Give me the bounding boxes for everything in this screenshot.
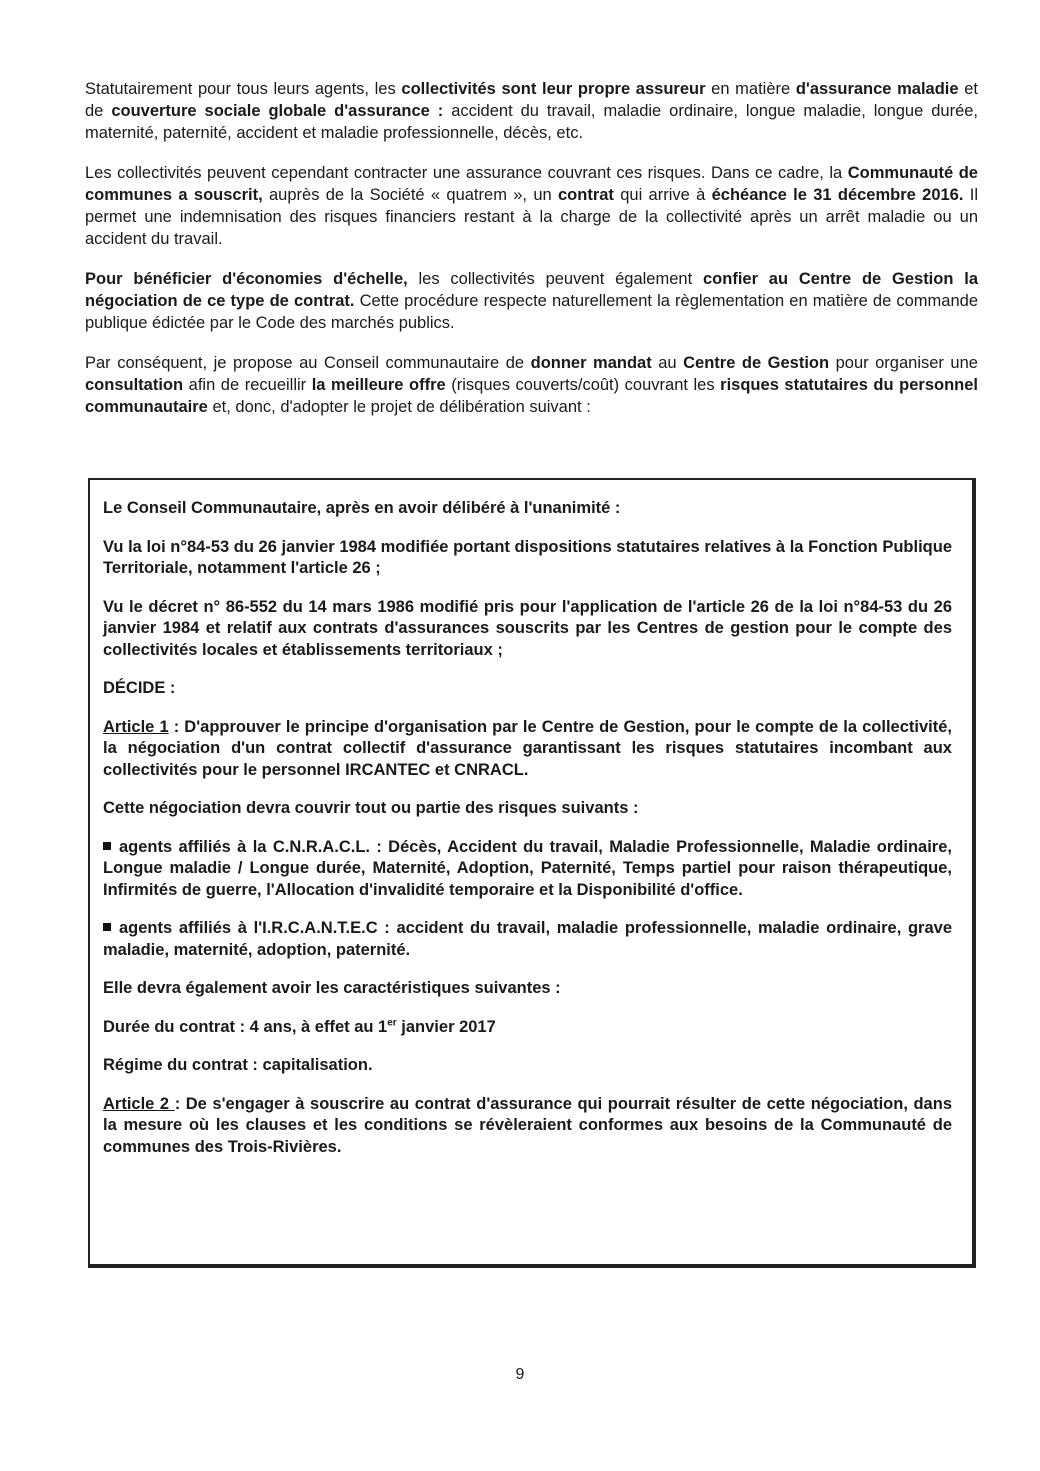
bold-text: Centre de Gestion [683,354,830,372]
article-2 [103,1094,952,1159]
bold-text: la meilleure offre [311,376,446,394]
intro-paragraph-2 [85,162,978,250]
bold-text: donner mandat [530,354,652,372]
text: et, donc, d'adopter le projet de délibération suivant : [207,398,591,416]
text: et de [85,80,978,120]
text: au [651,354,684,372]
ircantec-text: agents affiliés à l'I.R.C.A.N.T.E.C : accident du travail, maladie professionnelle, maladie ordinaire, grave maladie, maternité, adoption, paternité. [103,919,952,959]
article-1 [103,717,952,782]
bold-text: d'assurance maladie [795,80,959,98]
bold-text: consultation [85,376,184,394]
text: Il permet une indemnisation des risques financiers restant à la charge de la collectivité après un arrêt maladie ou un accident du travail. [85,186,978,248]
cnracl-text: agents affiliés à la C.N.R.A.C.L. : Décès, Accident du travail, Maladie Professionnelle, Maladie ordinaire, Longue maladie / Longue durée, Maternité, Adoption, Paternité, Temps partiel pour raison thérapeutique, Infirmités de guerre, l'Allocation d'invalidité temporaire et la Disponibilité d'office. [103,837,952,899]
deliberation-box [88,478,976,1268]
text: Durée du contrat : 4 ans, à effet au 1 [103,1017,388,1036]
text: Les collectivités peuvent cependant contracter une assurance couvrant ces risques. Dans ce cadre, la [85,164,848,182]
text: pour organiser une [829,354,978,372]
bold-text: collectivités sont leur propre assureur [401,80,706,98]
vu-decret: Vu le décret n° 86-552 du 14 mars 1986 modifié pris pour l'application de l'article 26 de la loi n°84-53 du 26 janvier 1984 et relatif aux contrats d'assurances souscrits par les Centres de gestion pour le compte des collectivités locales et établissements territoriaux ; [103,597,952,659]
text: les collectivités peuvent également [407,270,703,288]
square-bullet-icon [103,842,111,850]
article-1-text: : D'approuver le principe d'organisation par le Centre de Gestion, pour le compte de la collectivité, la négociation d'un contrat collectif d'assurance garantissant les risques statutaires incombant aux collectivités pour le personnel IRCANTEC et CNRACL. [103,717,952,779]
bold-text: Communauté de communes a souscrit, [85,164,978,204]
article-2-label: Article 2 [103,1094,175,1113]
ircantec-item [103,918,952,961]
bold-text: couverture sociale globale d'assurance : [111,102,444,120]
page-number: 9 [515,1366,525,1383]
bold-text: risques statutaires du personnel communautaire [85,376,978,416]
caracteristiques-text: Elle devra également avoir les caractéristiques suivantes : [103,979,561,997]
bold-text: contrat [557,186,614,204]
square-bullet-icon [103,923,111,931]
negociation-text: Cette négociation devra couvrir tout ou partie des risques suivants : [103,799,639,817]
text: Statutairement pour tous leurs agents, les [85,80,402,98]
deliberation-intro: Le Conseil Communautaire, après en avoir délibéré à l'unanimité : [103,499,621,517]
text: Par conséquent, je propose au Conseil communautaire de [85,354,531,372]
text: janvier 2017 [396,1017,496,1036]
intro-paragraph-3 [85,268,978,334]
bold-text: échéance le 31 décembre 2016. [711,186,964,204]
regime-contrat: Régime du contrat : capitalisation. [103,1056,373,1074]
intro-paragraph-1 [85,78,978,144]
text: (risques couverts/coût) couvrant les [445,376,721,394]
superscript: er [387,1017,397,1028]
vu-loi: Vu la loi n°84-53 du 26 janvier 1984 modifiée portant dispositions statutaires relatives à la Fonction Publique Territoriale, notamment l'article 26 ; [103,537,952,577]
decide-heading: DÉCIDE : [103,679,176,697]
bold-text: Pour bénéficier d'économies d'échelle, [85,270,408,288]
article-2-text: : De s'engager à souscrire au contrat d'assurance qui pourrait résulter de cette négociation, dans la mesure où les clauses et les conditions se révèleraient conformes aux besoins de la Communauté de communes des Trois-Rivières. [103,1094,952,1156]
text: auprès de la Société « quatrem », un [262,186,558,204]
intro-paragraph-4 [85,352,978,418]
text: afin de recueillir [183,376,312,394]
duree-contrat [103,1017,952,1039]
text: qui arrive à [613,186,712,204]
text: en matière [705,80,796,98]
intro-section [85,78,978,418]
text: accident du travail, maladie ordinaire, longue maladie, longue durée, maternité, paternité, accident et maladie professionnelle, décès, etc. [85,102,979,142]
bold-text: confier au Centre de Gestion la négociation de ce type de contrat. [85,270,978,310]
text: Cette procédure respecte naturellement la règlementation en matière de commande publique édictée par le Code des marchés publics. [85,292,978,332]
article-1-label: Article 1 [103,717,169,736]
cnracl-item [103,837,952,902]
